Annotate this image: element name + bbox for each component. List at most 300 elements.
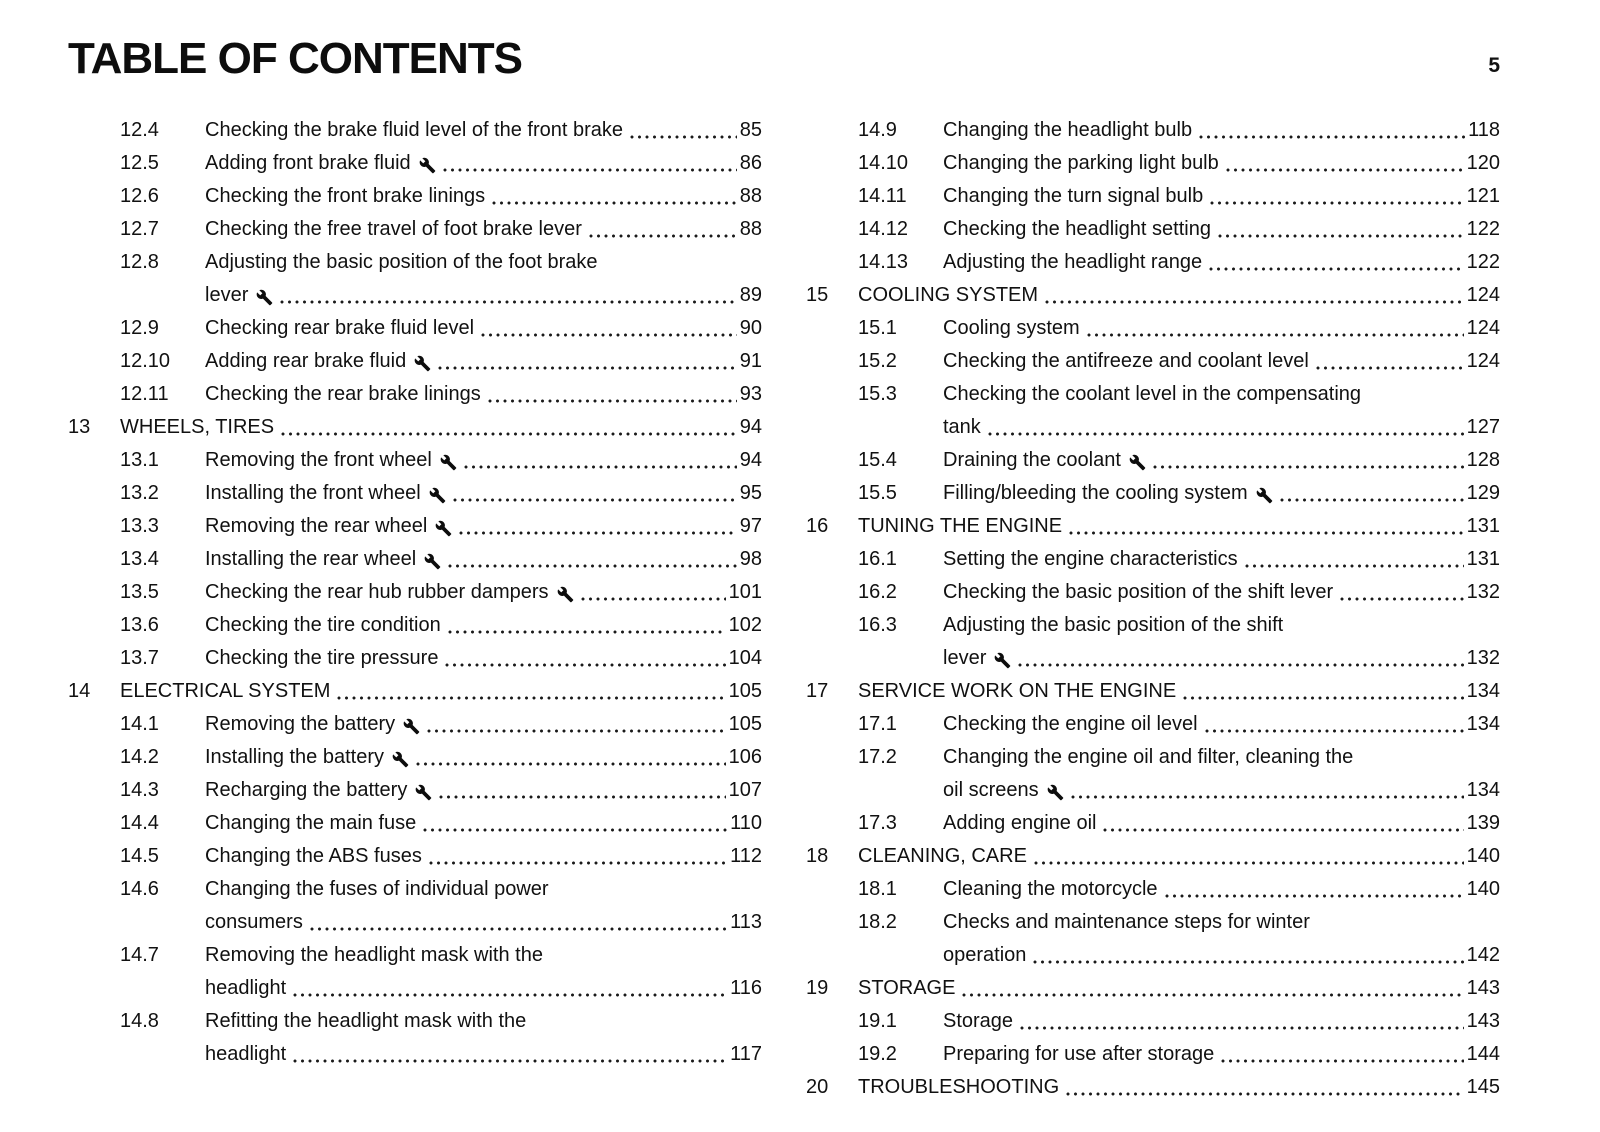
dot-leader	[1033, 960, 1463, 964]
entry-number: 19.2	[858, 1043, 897, 1065]
entry-body	[205, 345, 762, 378]
entry-body	[205, 609, 762, 642]
wrench-icon	[994, 652, 1011, 669]
entry-page: 90	[739, 317, 762, 339]
dot-leader	[492, 201, 737, 205]
entry-title: SERVICE WORK ON THE ENGINE	[858, 680, 1177, 702]
toc-entry	[120, 609, 762, 642]
entry-last-line	[205, 510, 762, 543]
entry-number: 12.7	[120, 218, 159, 240]
entry-last-line	[943, 939, 1500, 972]
entry-body	[205, 708, 762, 741]
toc-entry	[806, 972, 1500, 1005]
entry-title: Removing the rear wheel	[205, 515, 428, 537]
entry-number: 13.5	[120, 581, 159, 603]
entry-page: 134	[1466, 713, 1500, 735]
entry-title: Recharging the battery	[205, 779, 408, 801]
dot-leader	[429, 861, 727, 865]
dot-leader	[1103, 828, 1463, 832]
entry-page: 88	[739, 218, 762, 240]
entry-page: 91	[739, 350, 762, 372]
entry-title: consumers	[205, 911, 303, 933]
entry-title: Draining the coolant	[943, 449, 1121, 471]
entry-number: 14.3	[120, 779, 159, 801]
entry-page: 134	[1466, 779, 1500, 801]
entry-number: 17.3	[858, 812, 897, 834]
entry-title-line: Refitting the headlight mask with the	[205, 1010, 527, 1032]
toc-column-right	[806, 114, 1500, 1104]
toc-entry	[120, 246, 762, 312]
entry-number: 15.4	[858, 449, 897, 471]
entry-number: 13.6	[120, 614, 159, 636]
toc-entry	[858, 213, 1500, 246]
dot-leader	[1045, 300, 1464, 304]
entry-number: 15.2	[858, 350, 897, 372]
entry-last-line	[943, 312, 1500, 345]
entry-number: 18.2	[858, 911, 897, 933]
dot-leader	[293, 1059, 727, 1063]
entry-last-line	[943, 180, 1500, 213]
entry-body	[943, 543, 1500, 576]
entry-body	[943, 345, 1500, 378]
dot-leader	[1183, 696, 1463, 700]
entry-body	[943, 246, 1500, 279]
entry-page: 132	[1466, 581, 1500, 603]
dot-leader	[1165, 894, 1464, 898]
dot-leader	[423, 828, 727, 832]
entry-body	[858, 972, 1500, 1005]
entry-number: 16.2	[858, 581, 897, 603]
entry-body	[205, 510, 762, 543]
entry-number: 14.7	[120, 944, 159, 966]
toc-entry	[120, 510, 762, 543]
entry-body	[943, 147, 1500, 180]
entry-last-line	[943, 807, 1500, 840]
entry-last-line	[205, 642, 762, 675]
wrench-icon	[415, 784, 432, 801]
dot-leader	[445, 663, 725, 667]
toc	[68, 114, 1500, 1104]
toc-entry	[858, 609, 1500, 675]
entry-body	[858, 1071, 1500, 1104]
entry-title: Checking the front brake linings	[205, 185, 486, 207]
entry-page: 95	[739, 482, 762, 504]
toc-entry	[858, 378, 1500, 444]
entry-number: 14.13	[858, 251, 909, 273]
entry-title-line: Checking the coolant level in the compensating	[943, 383, 1362, 405]
dot-leader	[427, 729, 726, 733]
entry-number: 14.9	[858, 119, 897, 141]
entry-number: 14.5	[120, 845, 159, 867]
toc-entry	[120, 444, 762, 477]
entry-body	[943, 180, 1500, 213]
entry-number: 19	[806, 977, 829, 999]
toc-entry	[858, 1005, 1500, 1038]
toc-entry	[858, 906, 1500, 972]
dot-leader	[1209, 267, 1464, 271]
entry-page: 118	[1468, 119, 1500, 141]
entry-page: 106	[728, 746, 762, 768]
toc-entry	[120, 741, 762, 774]
entry-last-line	[205, 807, 762, 840]
dot-leader	[581, 597, 726, 601]
wrench-icon	[440, 454, 457, 471]
entry-body	[205, 312, 762, 345]
entry-last-line	[943, 543, 1500, 576]
page-number: 5	[1488, 54, 1500, 77]
dot-leader	[1221, 1059, 1463, 1063]
toc-entry	[858, 444, 1500, 477]
entry-body	[943, 1038, 1500, 1071]
dot-leader	[1226, 168, 1464, 172]
wrench-icon	[392, 751, 409, 768]
entry-number: 14.10	[858, 152, 909, 174]
dot-leader	[1245, 564, 1464, 568]
entry-last-line	[205, 477, 762, 510]
entry-last-line	[943, 444, 1500, 477]
entry-body	[205, 477, 762, 510]
entry-body	[943, 741, 1500, 807]
entry-title-line: Removing the headlight mask with the	[205, 944, 543, 966]
entry-page: 104	[728, 647, 762, 669]
entry-number: 15.3	[858, 383, 897, 405]
entry-title: STORAGE	[858, 977, 956, 999]
entry-number: 16.1	[858, 548, 897, 570]
entry-number: 13.2	[120, 482, 159, 504]
dot-leader	[488, 399, 737, 403]
wrench-icon	[424, 553, 441, 570]
dot-leader	[1205, 729, 1464, 733]
entry-page: 97	[739, 515, 762, 537]
dot-leader	[1316, 366, 1464, 370]
toc-entry	[68, 675, 762, 708]
entry-last-line	[205, 114, 762, 147]
entry-last-line	[205, 576, 762, 609]
entry-page: 140	[1466, 878, 1500, 900]
entry-last-line	[205, 972, 762, 1005]
toc-entry	[858, 873, 1500, 906]
entry-body	[943, 477, 1500, 510]
entry-last-line	[205, 279, 762, 312]
toc-entry	[120, 312, 762, 345]
toc-entry	[120, 180, 762, 213]
entry-number: 13	[68, 416, 91, 438]
entry-body	[120, 675, 762, 708]
wrench-icon	[256, 289, 273, 306]
entry-page: 144	[1466, 1043, 1500, 1065]
wrench-icon	[1129, 454, 1146, 471]
entry-page: 143	[1466, 1010, 1500, 1032]
toc-entry	[120, 345, 762, 378]
entry-number: 14.2	[120, 746, 159, 768]
entry-title: Installing the battery	[205, 746, 384, 768]
entry-title: Changing the main fuse	[205, 812, 417, 834]
entry-last-line	[205, 1038, 762, 1071]
entry-last-line	[205, 345, 762, 378]
entry-page: 116	[730, 977, 762, 999]
wrench-icon	[557, 586, 574, 603]
entry-title: ELECTRICAL SYSTEM	[120, 680, 331, 702]
entry-number: 16	[806, 515, 829, 537]
entry-title: Checking the tire condition	[205, 614, 441, 636]
entry-page: 122	[1466, 218, 1500, 240]
dot-leader	[1069, 531, 1464, 535]
dot-leader	[630, 135, 737, 139]
entry-page: 132	[1466, 647, 1500, 669]
entry-last-line	[205, 543, 762, 576]
entry-title: Adding engine oil	[943, 812, 1097, 834]
entry-page: 85	[739, 119, 762, 141]
entry-last-line	[943, 114, 1500, 147]
entry-title: Checking the rear brake linings	[205, 383, 481, 405]
entry-body	[205, 444, 762, 477]
entry-title: Removing the front wheel	[205, 449, 432, 471]
entry-title: Adding front brake fluid	[205, 152, 411, 174]
entry-number: 12.9	[120, 317, 159, 339]
entry-page: 107	[728, 779, 762, 801]
entry-body	[205, 840, 762, 873]
dot-leader	[1153, 465, 1464, 469]
entry-title: Filling/bleeding the cooling system	[943, 482, 1248, 504]
entry-title: oil screens	[943, 779, 1039, 801]
entry-title: lever	[205, 284, 249, 306]
entry-body	[205, 939, 762, 1005]
entry-page: 117	[730, 1043, 762, 1065]
toc-entry	[120, 840, 762, 873]
entry-page: 139	[1466, 812, 1500, 834]
entry-last-line	[205, 147, 762, 180]
entry-body	[205, 741, 762, 774]
entry-body	[943, 873, 1500, 906]
toc-entry	[120, 642, 762, 675]
toc-entry	[68, 411, 762, 444]
toc-entry	[120, 378, 762, 411]
entry-body	[943, 213, 1500, 246]
toc-entry	[858, 708, 1500, 741]
entry-body	[205, 180, 762, 213]
toc-entry	[120, 147, 762, 180]
toc-entry	[858, 741, 1500, 807]
entry-body	[943, 1005, 1500, 1038]
entry-last-line	[120, 675, 762, 708]
entry-body	[205, 1005, 762, 1071]
entry-number: 16.3	[858, 614, 897, 636]
toc-entry	[858, 147, 1500, 180]
entry-body	[943, 906, 1500, 972]
toc-entry	[120, 774, 762, 807]
entry-body	[858, 840, 1500, 873]
entry-last-line	[943, 1005, 1500, 1038]
entry-body	[943, 609, 1500, 675]
entry-last-line	[205, 708, 762, 741]
entry-page: 121	[1466, 185, 1500, 207]
entry-last-line	[205, 840, 762, 873]
dot-leader	[988, 432, 1464, 436]
entry-last-line	[943, 576, 1500, 609]
entry-last-line	[943, 147, 1500, 180]
entry-body	[943, 708, 1500, 741]
entry-number: 12.10	[120, 350, 171, 372]
toc-entry	[858, 543, 1500, 576]
entry-page: 93	[739, 383, 762, 405]
entry-number: 14.1	[120, 713, 159, 735]
entry-last-line	[943, 246, 1500, 279]
entry-last-line	[943, 708, 1500, 741]
toc-entry	[806, 279, 1500, 312]
entry-title: headlight	[205, 1043, 287, 1065]
entry-last-line	[858, 1071, 1500, 1104]
entry-title: Installing the rear wheel	[205, 548, 417, 570]
dot-leader	[1210, 201, 1463, 205]
entry-title: Setting the engine characteristics	[943, 548, 1238, 570]
entry-page: 101	[728, 581, 762, 603]
entry-number: 14.12	[858, 218, 909, 240]
entry-body	[205, 114, 762, 147]
entry-title: Removing the battery	[205, 713, 396, 735]
entry-body	[943, 807, 1500, 840]
entry-page: 113	[730, 911, 762, 933]
entry-title: tank	[943, 416, 981, 438]
entry-last-line	[205, 906, 762, 939]
entry-last-line	[205, 774, 762, 807]
toc-entry	[858, 246, 1500, 279]
entry-page: 131	[1466, 548, 1500, 570]
entry-page: 127	[1466, 416, 1500, 438]
entry-page: 88	[739, 185, 762, 207]
wrench-icon	[435, 520, 452, 537]
entry-number: 18	[806, 845, 829, 867]
entry-number: 13.7	[120, 647, 159, 669]
entry-page: 129	[1466, 482, 1500, 504]
entry-title: lever	[943, 647, 987, 669]
entry-title: operation	[943, 944, 1027, 966]
dot-leader	[589, 234, 737, 238]
entry-title: headlight	[205, 977, 287, 999]
dot-leader	[448, 564, 737, 568]
entry-number: 15.1	[858, 317, 897, 339]
entry-title: TUNING THE ENGINE	[858, 515, 1063, 537]
entry-title: Checking the basic position of the shift lever	[943, 581, 1334, 603]
entry-last-line	[858, 279, 1500, 312]
entry-number: 17.1	[858, 713, 897, 735]
entry-number: 17.2	[858, 746, 897, 768]
entry-body	[943, 378, 1500, 444]
toc-entry	[806, 510, 1500, 543]
entry-page: 122	[1466, 251, 1500, 273]
entry-page: 112	[730, 845, 762, 867]
dot-leader	[1340, 597, 1463, 601]
entry-page: 86	[739, 152, 762, 174]
entry-page: 124	[1466, 317, 1500, 339]
dot-leader	[1199, 135, 1465, 139]
entry-page: 142	[1466, 944, 1500, 966]
toc-entry	[858, 114, 1500, 147]
entry-page: 120	[1466, 152, 1500, 174]
entry-body	[858, 675, 1500, 708]
entry-body	[205, 642, 762, 675]
entry-number: 14.6	[120, 878, 159, 900]
entry-number: 15	[806, 284, 829, 306]
entry-body	[858, 510, 1500, 543]
wrench-icon	[419, 157, 436, 174]
entry-title: TROUBLESHOOTING	[858, 1076, 1060, 1098]
entry-last-line	[205, 609, 762, 642]
entry-page: 105	[728, 680, 762, 702]
entry-last-line	[205, 213, 762, 246]
entry-number: 18.1	[858, 878, 897, 900]
toc-entry	[858, 807, 1500, 840]
dot-leader	[1020, 1026, 1464, 1030]
dot-leader	[464, 465, 737, 469]
entry-title: Cooling system	[943, 317, 1080, 339]
entry-page: 131	[1466, 515, 1500, 537]
toc-entry	[120, 873, 762, 939]
page-title: TABLE OF CONTENTS	[68, 34, 522, 83]
entry-title: Adding rear brake fluid	[205, 350, 407, 372]
entry-last-line	[205, 741, 762, 774]
entry-last-line	[943, 477, 1500, 510]
entry-body	[205, 246, 762, 312]
entry-title: Changing the headlight bulb	[943, 119, 1193, 141]
entry-title: WHEELS, TIRES	[120, 416, 275, 438]
toc-column-left	[68, 114, 762, 1104]
entry-body	[205, 543, 762, 576]
toc-entry	[120, 939, 762, 1005]
dot-leader	[1280, 498, 1464, 502]
dot-leader	[337, 696, 725, 700]
toc-entry	[806, 840, 1500, 873]
entry-title: Adjusting the headlight range	[943, 251, 1203, 273]
entry-number: 12.11	[120, 383, 169, 405]
entry-page: 143	[1466, 977, 1500, 999]
dot-leader	[310, 927, 727, 931]
entry-title: Storage	[943, 1010, 1014, 1032]
entry-page: 94	[739, 416, 762, 438]
toc-entry	[120, 807, 762, 840]
entry-last-line	[858, 675, 1500, 708]
toc-entry	[806, 675, 1500, 708]
dot-leader	[443, 168, 737, 172]
entry-title: Checking the free travel of foot brake lever	[205, 218, 582, 240]
entry-body	[943, 114, 1500, 147]
entry-page: 98	[739, 548, 762, 570]
entry-number: 14.11	[858, 185, 907, 207]
entry-page: 145	[1466, 1076, 1500, 1098]
toc-entry	[120, 114, 762, 147]
entry-body	[205, 147, 762, 180]
entry-body	[943, 576, 1500, 609]
entry-body	[858, 279, 1500, 312]
entry-title: Checking the headlight setting	[943, 218, 1211, 240]
entry-last-line	[205, 444, 762, 477]
entry-title: Checking the rear hub rubber dampers	[205, 581, 549, 603]
entry-page: 94	[739, 449, 762, 471]
entry-number: 17	[806, 680, 829, 702]
entry-number: 15.5	[858, 482, 897, 504]
wrench-icon	[1256, 487, 1273, 504]
entry-page: 102	[728, 614, 762, 636]
dot-leader	[1218, 234, 1464, 238]
entry-title: Cleaning the motorcycle	[943, 878, 1158, 900]
entry-title: Checking rear brake fluid level	[205, 317, 475, 339]
toc-entry	[858, 312, 1500, 345]
entry-number: 12.8	[120, 251, 159, 273]
dot-leader	[280, 300, 736, 304]
dot-leader	[1087, 333, 1464, 337]
entry-last-line	[205, 180, 762, 213]
entry-title: COOLING SYSTEM	[858, 284, 1039, 306]
entry-page: 124	[1466, 284, 1500, 306]
